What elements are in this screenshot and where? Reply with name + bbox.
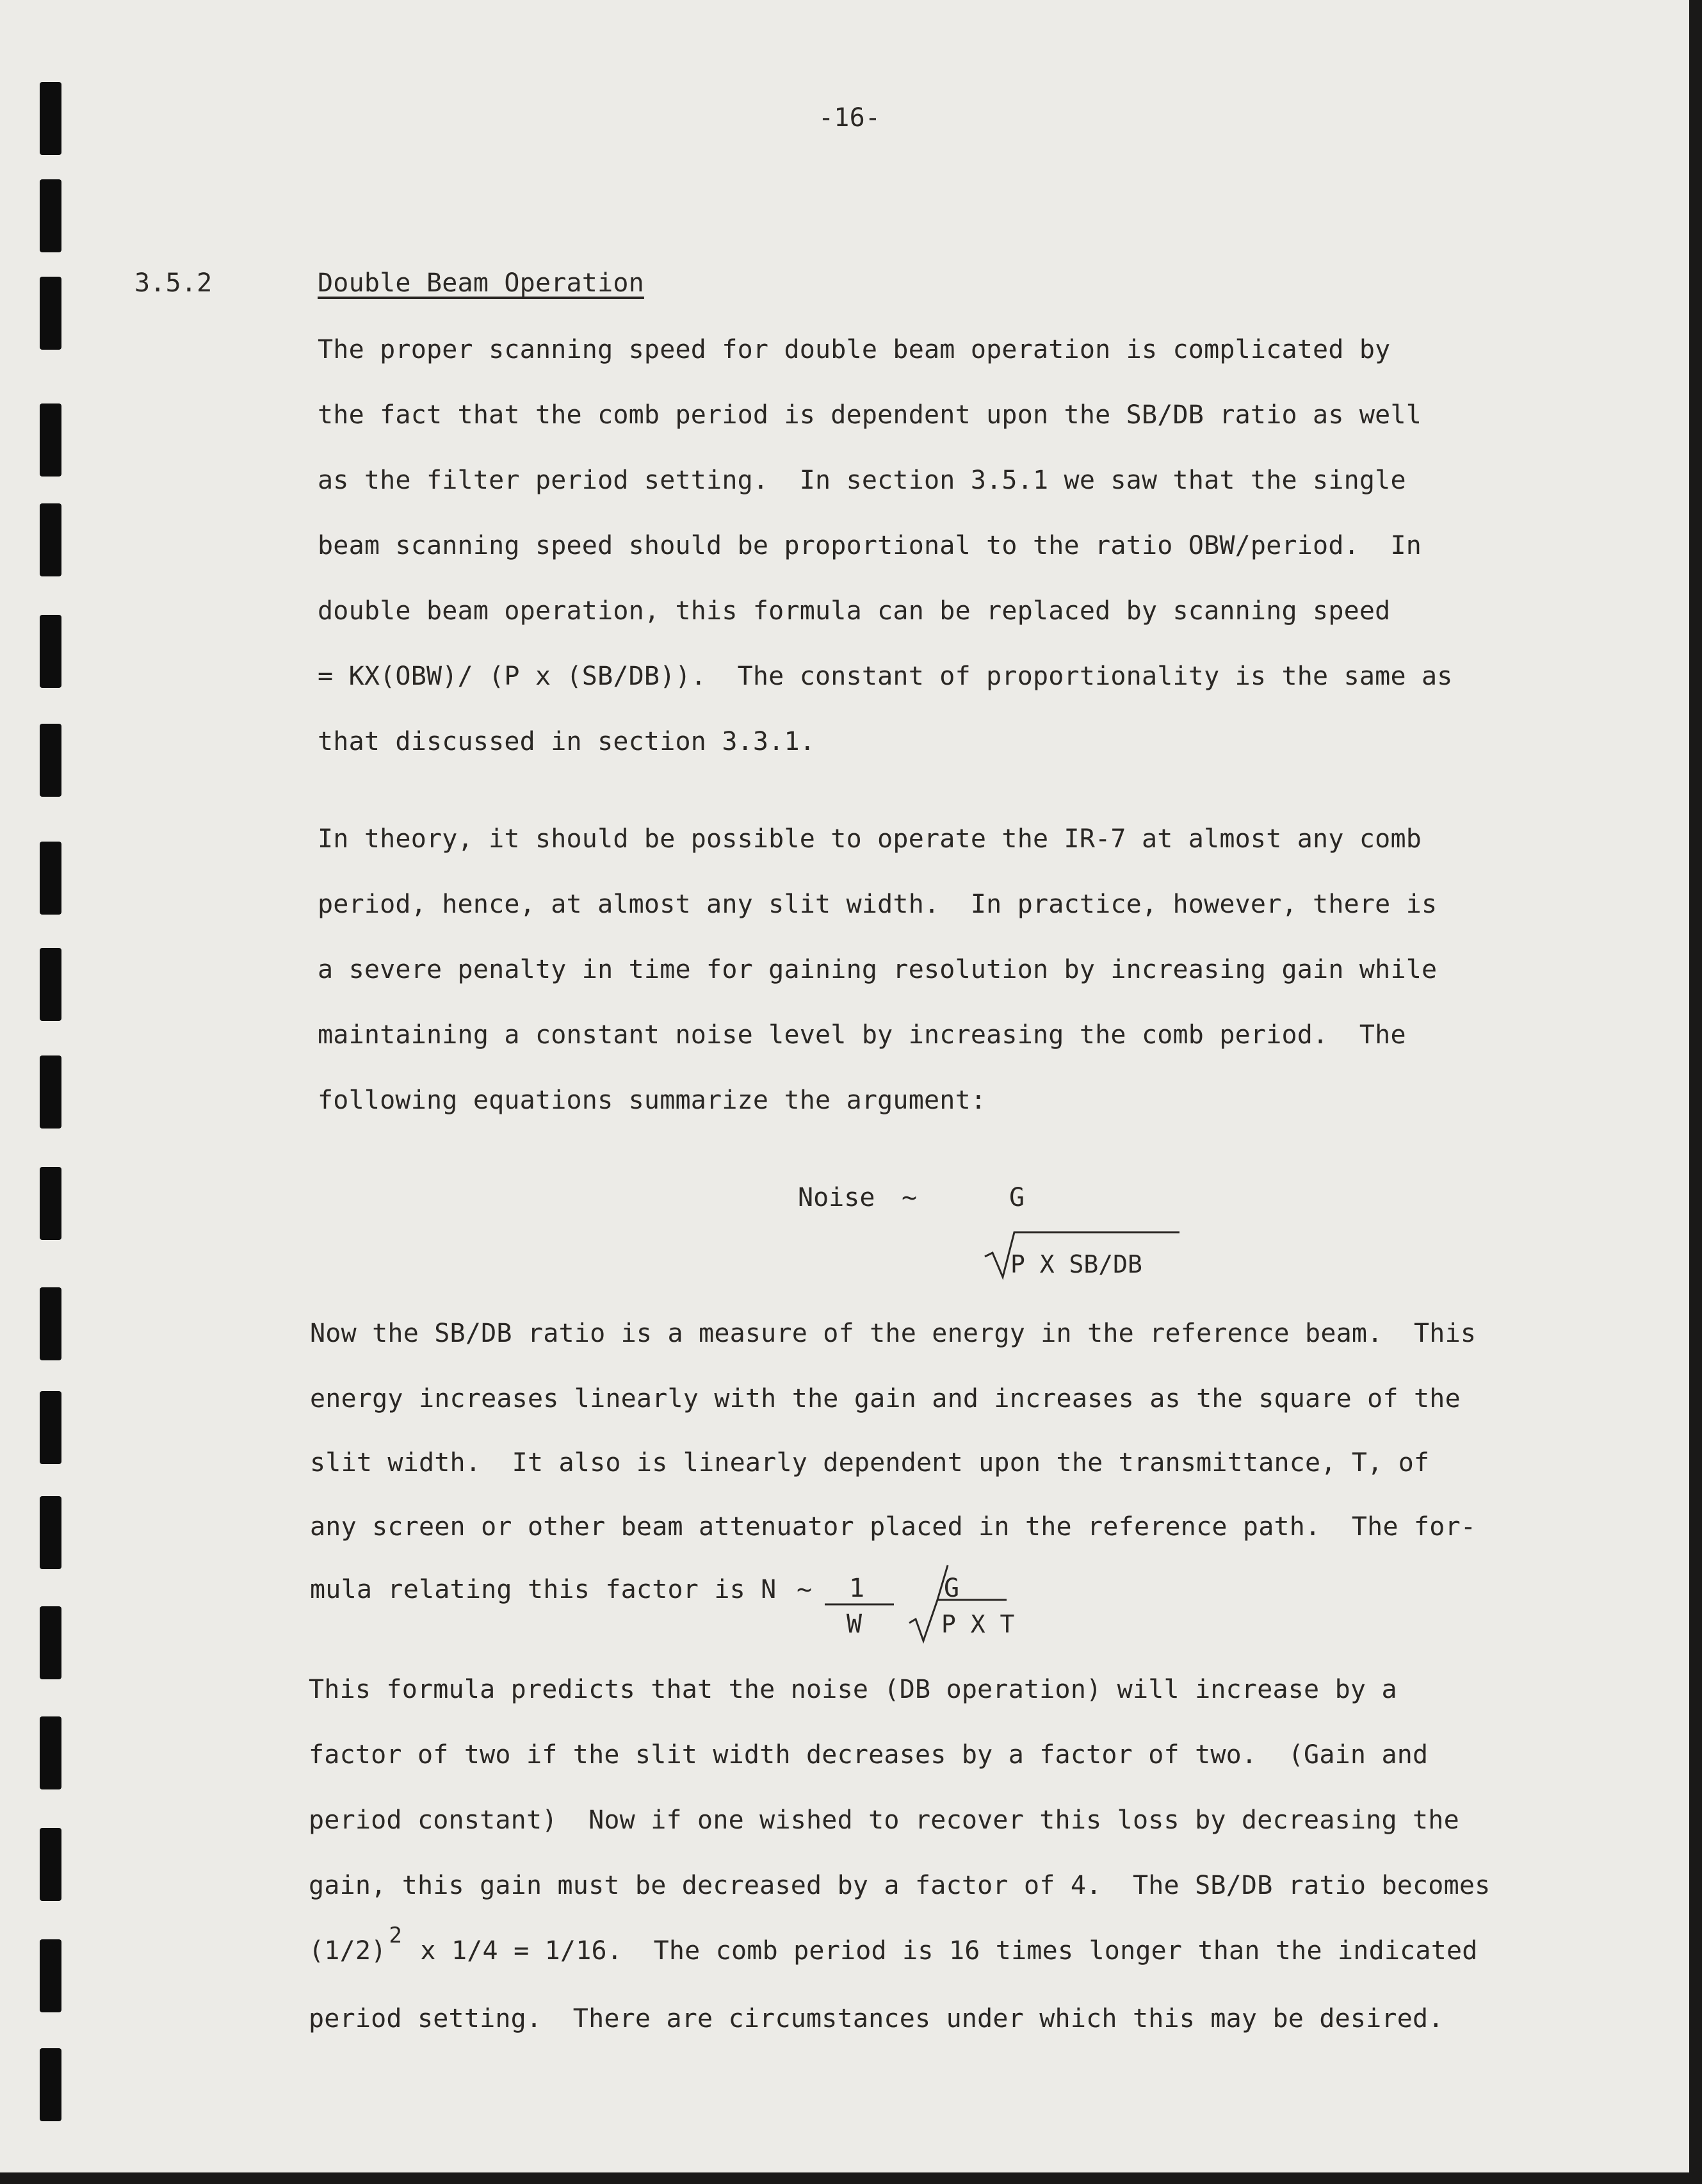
fraction1-numerator: 1 xyxy=(849,1574,865,1603)
binder-hole xyxy=(40,1496,61,1569)
paragraph1-line: as the filter period setting. In section 3.5.1 we saw that the single xyxy=(318,466,1406,495)
paragraph1-line: = KX(OBW)/ (P x (SB/DB)). The constant of proportionality is the same as xyxy=(318,662,1453,691)
binder-hole xyxy=(40,1391,61,1464)
formula-relation: ~ xyxy=(797,1575,813,1604)
fraction2-denominator: P X T xyxy=(941,1610,1015,1638)
binder-hole xyxy=(40,1828,61,1901)
paragraph1-line: that discussed in section 3.3.1. xyxy=(318,727,816,756)
binder-hole xyxy=(40,1606,61,1679)
expression-base: (1/2) xyxy=(309,1936,387,1966)
section-title: Double Beam Operation xyxy=(318,268,644,298)
binder-hole xyxy=(40,82,61,155)
fraction1-denominator: W xyxy=(847,1609,863,1639)
paragraph4-line: factor of two if the slit width decreases by a factor of two. (Gain and xyxy=(309,1740,1429,1770)
paragraph1-line: beam scanning speed should be proportional to the ratio OBW/period. In xyxy=(318,531,1422,560)
paragraph4-line xyxy=(309,1923,1478,1968)
paragraph4-line: period constant) Now if one wished to recover this loss by decreasing the xyxy=(309,1805,1459,1835)
paragraph2-line: maintaining a constant noise level by increasing the comb period. The xyxy=(318,1020,1406,1050)
binder-hole xyxy=(40,1287,61,1360)
binder-hole xyxy=(40,503,61,576)
binder-hole xyxy=(40,1167,61,1240)
binder-hole xyxy=(40,2048,61,2121)
binder-hole xyxy=(40,1939,61,2012)
binder-hole xyxy=(40,1716,61,1789)
binder-hole xyxy=(40,1055,61,1129)
paragraph1-line: the fact that the comb period is dependent upon the SB/DB ratio as well xyxy=(318,400,1422,430)
paragraph1-line: double beam operation, this formula can be replaced by scanning speed xyxy=(318,596,1391,626)
binder-hole xyxy=(40,179,61,252)
equation-relation: ~ xyxy=(902,1183,918,1212)
paragraph3-line: energy increases linearly with the gain and increases as the square of the xyxy=(310,1384,1461,1414)
binder-hole xyxy=(40,948,61,1021)
paragraph2-line: In theory, it should be possible to operate the IR-7 at almost any comb xyxy=(318,824,1422,854)
paragraph3-line: mula relating this factor is N xyxy=(310,1575,777,1604)
expression-rest: x 1/4 = 1/16. The comb period is 16 times longer than the indicated xyxy=(405,1936,1478,1966)
paragraph3-line: slit width. It also is linearly dependent upon the transmittance, T, of xyxy=(310,1448,1430,1478)
exponent: 2 xyxy=(389,1923,403,1948)
paragraph2-line: period, hence, at almost any slit width. In practice, however, there is xyxy=(318,890,1438,919)
binder-holes xyxy=(40,0,65,2172)
binder-hole xyxy=(40,842,61,915)
paragraph2-line: following equations summarize the argument: xyxy=(318,1086,987,1115)
fraction2-numerator: G xyxy=(944,1574,960,1603)
paragraph4-line: gain, this gain must be decreased by a factor of 4. The SB/DB ratio becomes xyxy=(309,1871,1491,1900)
binder-hole xyxy=(40,615,61,688)
binder-hole xyxy=(40,277,61,350)
page-number: -16- xyxy=(818,103,881,133)
paragraph4-line: period setting. There are circumstances under which this may be desired. xyxy=(309,2004,1444,2033)
section-number: 3.5.2 xyxy=(134,268,213,298)
paragraph3-line: Now the SB/DB ratio is a measure of the energy in the reference beam. This xyxy=(310,1319,1477,1348)
paragraph3-line: any screen or other beam attenuator placed in the reference path. The for- xyxy=(310,1512,1477,1542)
binder-hole xyxy=(40,403,61,477)
paragraph4-line: This formula predicts that the noise (DB operation) will increase by a xyxy=(309,1675,1397,1704)
binder-hole xyxy=(40,724,61,797)
paragraph2-line: a severe penalty in time for gaining resolution by increasing gain while xyxy=(318,955,1438,984)
fraction-bar xyxy=(825,1602,896,1606)
paragraph1-line: The proper scanning speed for double beam operation is complicated by xyxy=(318,335,1391,364)
equation-denominator: P X SB/DB xyxy=(1010,1250,1142,1278)
equation-lhs: Noise xyxy=(798,1183,875,1212)
equation-numerator: G xyxy=(1009,1183,1025,1212)
